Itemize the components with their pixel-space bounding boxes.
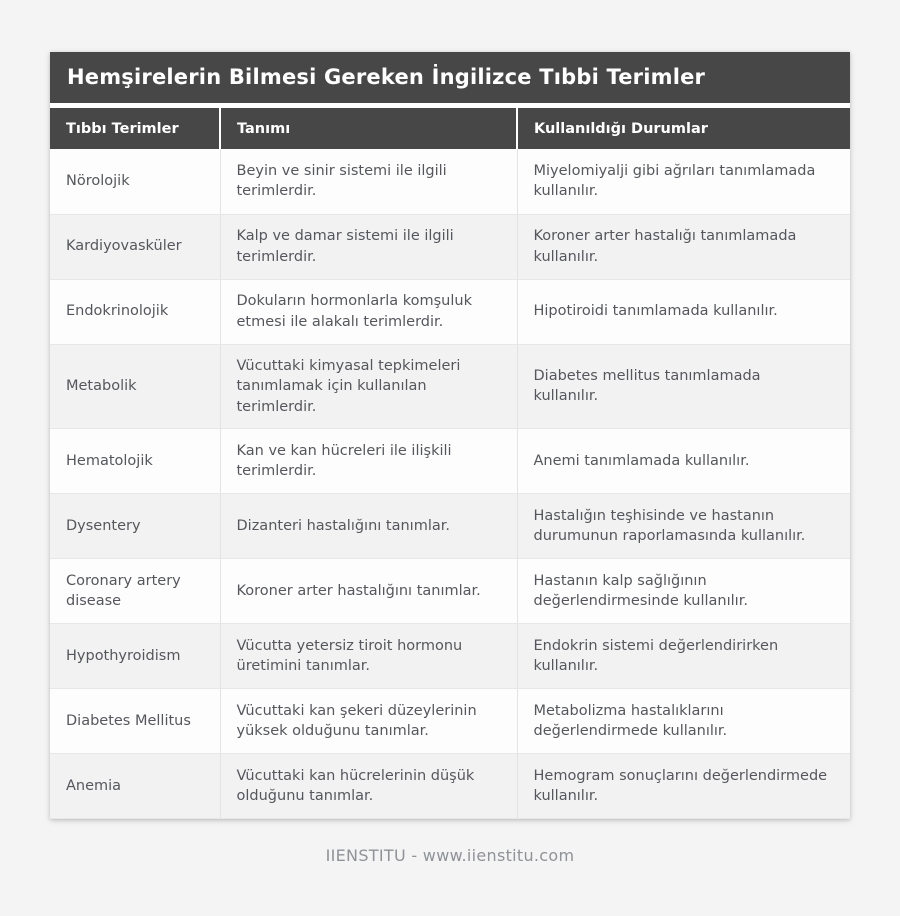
page-title: Hemşirelerin Bilmesi Gereken İngilizce Tıbbi Terimler xyxy=(50,52,850,103)
column-header-term: Tıbbı Terimler xyxy=(50,108,220,149)
usage-cell: Miyelomiyalji gibi ağrıları tanımlamada kullanılır. xyxy=(517,149,850,214)
column-header-usage: Kullanıldığı Durumlar xyxy=(517,108,850,149)
definition-cell: Kalp ve damar sistemi ile ilgili terimlerdir. xyxy=(220,214,517,279)
usage-cell: Hemogram sonuçlarını değerlendirmede kullanılır. xyxy=(517,754,850,819)
definition-cell: Vücuttaki kimyasal tepkimeleri tanımlamak için kullanılan terimlerdir. xyxy=(220,344,517,429)
term-cell: Endokrinolojik xyxy=(50,279,220,344)
term-cell: Hypothyroidism xyxy=(50,624,220,689)
term-cell: Nörolojik xyxy=(50,149,220,214)
table-header-row xyxy=(50,108,850,149)
term-cell: Kardiyovasküler xyxy=(50,214,220,279)
table-header xyxy=(50,108,850,149)
table-row xyxy=(50,429,850,494)
table-row xyxy=(50,754,850,819)
table-row xyxy=(50,344,850,429)
definition-cell: Vücuttaki kan şekeri düzeylerinin yüksek olduğunu tanımlar. xyxy=(220,689,517,754)
usage-cell: Koroner arter hastalığı tanımlamada kullanılır. xyxy=(517,214,850,279)
definition-cell: Vücuttaki kan hücrelerinin düşük olduğunu tanımlar. xyxy=(220,754,517,819)
medical-terms-card xyxy=(50,52,850,819)
table-row xyxy=(50,624,850,689)
term-cell: Coronary artery disease xyxy=(50,559,220,624)
table-row xyxy=(50,559,850,624)
usage-cell: Hipotiroidi tanımlamada kullanılır. xyxy=(517,279,850,344)
term-cell: Metabolik xyxy=(50,344,220,429)
definition-cell: Vücutta yetersiz tiroit hormonu üretimini tanımlar. xyxy=(220,624,517,689)
usage-cell: Endokrin sistemi değerlendirirken kullanılır. xyxy=(517,624,850,689)
term-cell: Dysentery xyxy=(50,494,220,559)
table-row xyxy=(50,214,850,279)
table-row xyxy=(50,279,850,344)
table-row xyxy=(50,494,850,559)
usage-cell: Hastalığın teşhisinde ve hastanın durumunun raporlamasında kullanılır. xyxy=(517,494,850,559)
usage-cell: Diabetes mellitus tanımlamada kullanılır. xyxy=(517,344,850,429)
definition-cell: Dokuların hormonlarla komşuluk etmesi ile alakalı terimlerdir. xyxy=(220,279,517,344)
definition-cell: Kan ve kan hücreleri ile ilişkili terimlerdir. xyxy=(220,429,517,494)
definition-cell: Koroner arter hastalığını tanımlar. xyxy=(220,559,517,624)
term-cell: Anemia xyxy=(50,754,220,819)
definition-cell: Beyin ve sinir sistemi ile ilgili terimlerdir. xyxy=(220,149,517,214)
definition-cell: Dizanteri hastalığını tanımlar. xyxy=(220,494,517,559)
usage-cell: Anemi tanımlamada kullanılır. xyxy=(517,429,850,494)
table-row xyxy=(50,149,850,214)
term-cell: Diabetes Mellitus xyxy=(50,689,220,754)
terms-table xyxy=(50,108,850,819)
table-body xyxy=(50,149,850,819)
term-cell: Hematolojik xyxy=(50,429,220,494)
column-header-definition: Tanımı xyxy=(220,108,517,149)
usage-cell: Metabolizma hastalıklarını değerlendirmede kullanılır. xyxy=(517,689,850,754)
footer-credit: IIENSTITU - www.iienstitu.com xyxy=(325,846,575,865)
table-row xyxy=(50,689,850,754)
usage-cell: Hastanın kalp sağlığının değerlendirmesinde kullanılır. xyxy=(517,559,850,624)
